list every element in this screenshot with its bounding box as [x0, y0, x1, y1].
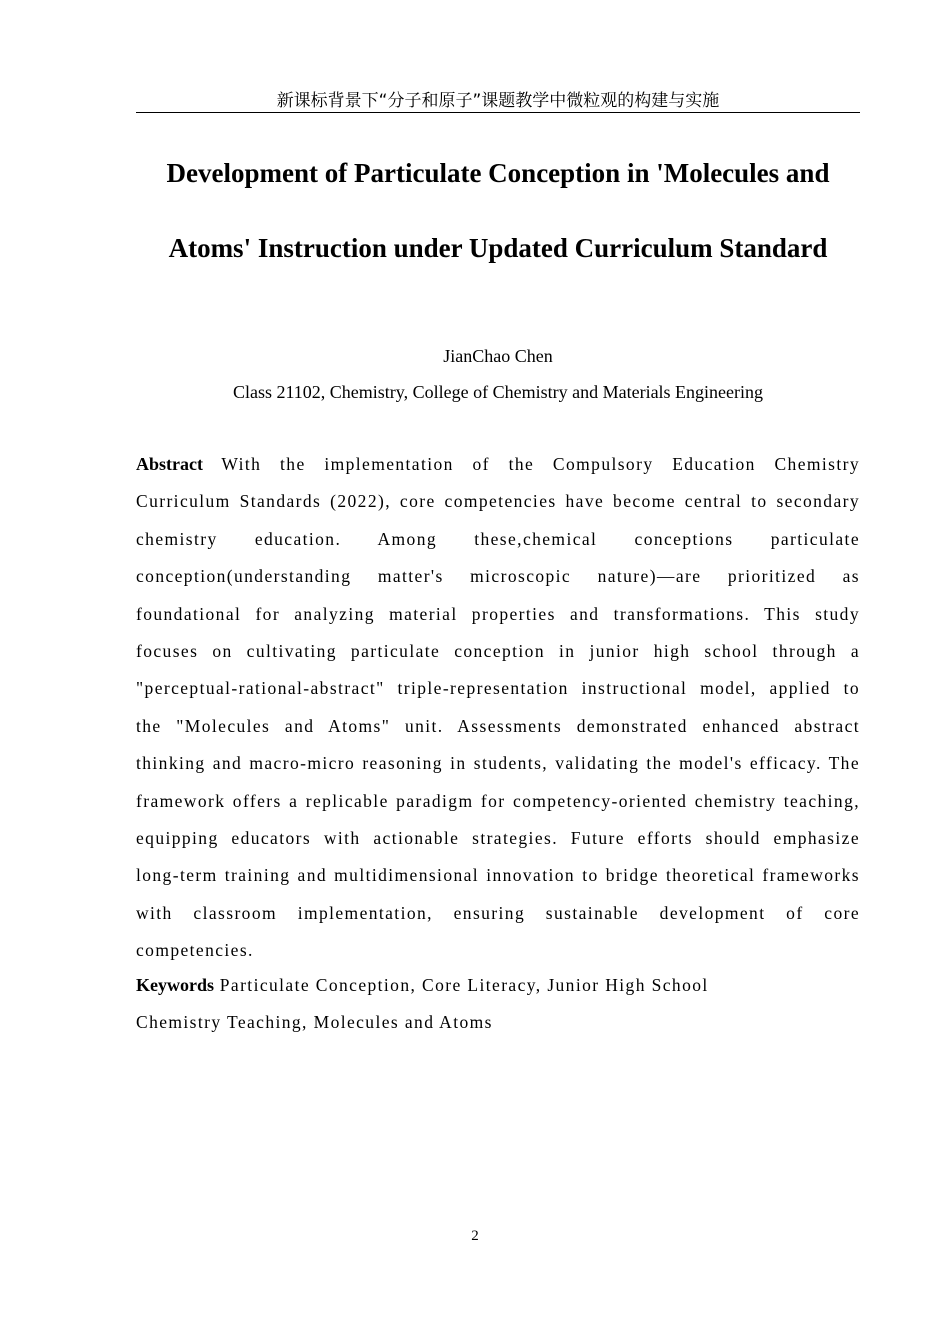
title-line-2: Atoms' Instruction under Updated Curriculum Standard [168, 233, 828, 263]
abstract-text: With the implementation of the Compulsory Education Chemistry Curriculum Standards (2022), core competencies have become central to secondary chemistry education. Among these,chemical conceptions particulate conception(understanding matter's microscopic nature)—are prioritized as foundational for analyzing material properties and transformations. This study focuses on cultivating particulate conception in junior high school through a "perceptual-rational-abstract" triple-representation instructional model, applied to the "Molecules and Atoms" unit. Assessments demonstrated enhanced abstract thinking and macro-micro reasoning in students, validating the model's efficacy. The framework offers a replicable paradigm for competency-oriented chemistry teaching, equipping educators with actionable strategies. Future efforts should emphasize long-term training and multidimensional innovation to bridge theoretical frameworks with classroom implementation, ensuring sustainable development of core competencies. [136, 454, 860, 961]
author-affiliation: Class 21102, Chemistry, College of Chemistry and Materials Engineering [232, 382, 764, 402]
keywords-text: Particulate Conception, Core Literacy, Junior High School Chemistry Teaching, Molecules and Atoms [136, 975, 709, 1033]
page-number: 2 [471, 1228, 479, 1244]
author-name: JianChao Chen [443, 346, 553, 366]
running-header: 新课标背景下“分子和原子”课题教学中微粒观的构建与实施 [136, 90, 860, 113]
abstract-label: Abstract [136, 454, 203, 474]
paper-title [120, 136, 876, 286]
title-line-1: Development of Particulate Conception in 'Molecules and [166, 158, 830, 188]
keywords-paragraph [136, 967, 776, 1042]
keywords-label: Keywords [136, 975, 214, 995]
abstract-paragraph [136, 446, 860, 970]
